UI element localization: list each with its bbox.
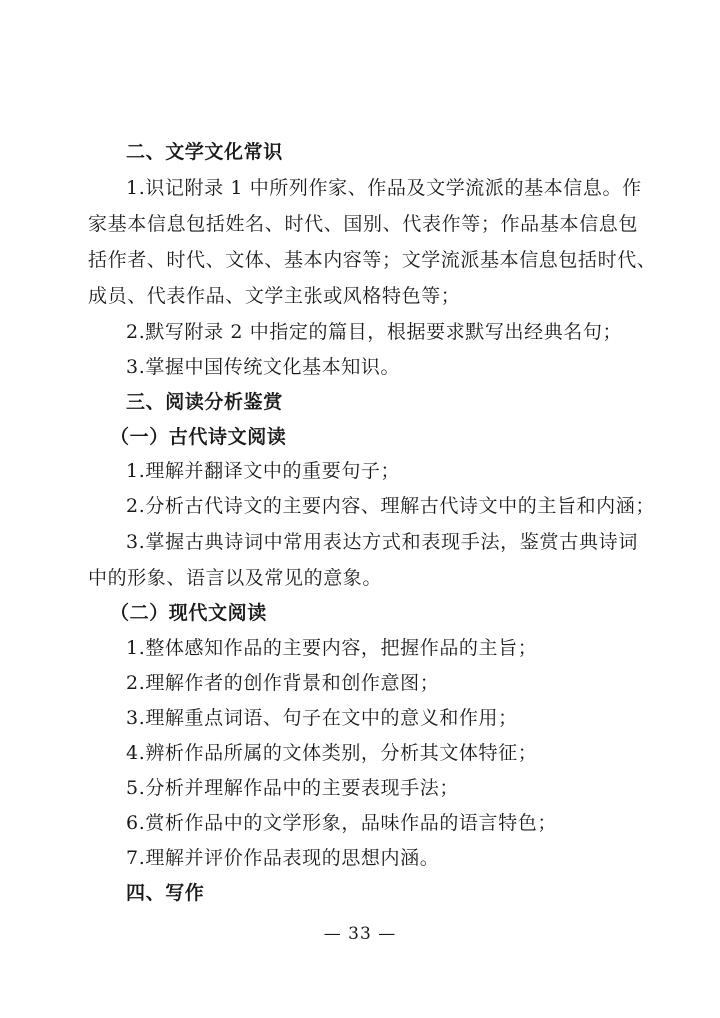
paragraph-line: 括作者、时代、文体、基本内容等；文学流派基本信息包括时代、 xyxy=(88,249,657,271)
list-item: 2.分析古代诗文的主要内容、理解古代诗文中的主旨和内涵； xyxy=(126,495,655,517)
paragraph-line: 成员、代表作品、文学主张或风格特色等； xyxy=(88,285,461,307)
subsection-heading-classical: （一）古代诗文阅读 xyxy=(110,426,287,448)
page-number: — 33 — xyxy=(323,924,397,944)
section-heading-reading-analysis: 三、阅读分析鉴赏 xyxy=(126,391,283,413)
list-item: 7.理解并评价作品表现的思想内涵。 xyxy=(126,847,440,869)
list-item: 2.默写附录 2 中指定的篇目，根据要求默写出经典名句； xyxy=(126,321,623,343)
section-heading-writing: 四、写作 xyxy=(126,882,205,904)
section-heading-literary-culture: 二、文学文化常识 xyxy=(126,141,283,163)
list-item: 5.分析并理解作品中的主要表现手法； xyxy=(126,777,459,799)
paragraph-line: 中的形象、语言以及常见的意象。 xyxy=(88,567,383,589)
subsection-heading-modern: （二）现代文阅读 xyxy=(110,602,267,624)
list-item: 6.赏析作品中的文学形象，品味作品的语言特色； xyxy=(126,812,557,834)
list-item: 3.掌握中国传统文化基本知识。 xyxy=(126,356,401,378)
list-item: 3.理解重点词语、句子在文中的意义和作用； xyxy=(126,707,518,729)
list-item: 2.理解作者的创作背景和创作意图； xyxy=(126,672,440,694)
paragraph-line: 家基本信息包括姓名、时代、国别、代表作等；作品基本信息包 xyxy=(88,213,638,235)
list-item: 4.辨析作品所属的文体类别，分析其文体特征； xyxy=(126,742,538,764)
list-item: 1.整体感知作品的主要内容，把握作品的主旨； xyxy=(126,637,538,659)
list-item: 1.理解并翻译文中的重要句子； xyxy=(126,460,401,482)
list-item: 3.掌握古典诗词中常用表达方式和表现手法，鉴赏古典诗词 xyxy=(126,531,638,553)
paragraph-line: 1.识记附录 1 中所列作家、作品及文学流派的基本信息。作 xyxy=(126,177,642,199)
